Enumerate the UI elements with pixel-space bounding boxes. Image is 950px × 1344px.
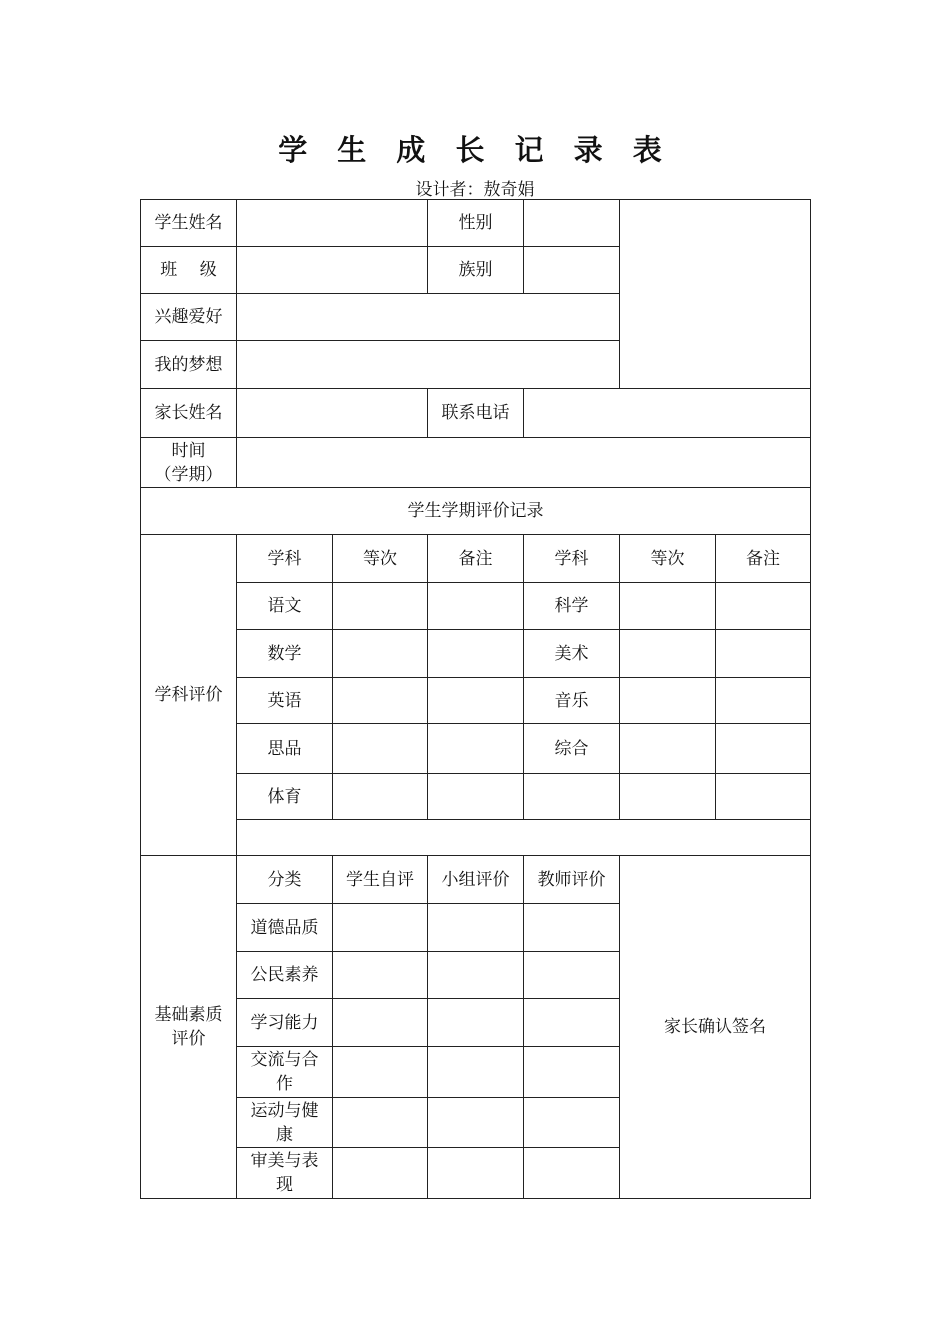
term-label	[141, 438, 237, 488]
self-eval-cell[interactable]	[333, 999, 428, 1047]
grade-cell[interactable]	[333, 630, 428, 678]
grade-cell[interactable]	[620, 774, 716, 820]
category-label-line1: 道德品质	[250, 917, 319, 938]
parent-name-field[interactable]	[237, 389, 428, 438]
group-eval-cell[interactable]	[428, 1098, 524, 1148]
self-eval-cell[interactable]	[333, 952, 428, 999]
teacher-eval-cell[interactable]	[524, 1047, 620, 1098]
subject-notes-row[interactable]	[237, 820, 811, 856]
grade-cell[interactable]	[333, 774, 428, 820]
subject-english: 英语	[237, 678, 333, 724]
grade-cell[interactable]	[333, 583, 428, 630]
self-eval-cell[interactable]	[333, 904, 428, 952]
hobby-label: 兴趣爱好	[141, 294, 237, 341]
subject-pe: 体育	[237, 774, 333, 820]
remark-cell[interactable]	[716, 583, 811, 630]
subject-cell-empty[interactable]	[524, 774, 620, 820]
self-eval-header: 学生自评	[333, 856, 428, 904]
grade-cell[interactable]	[620, 678, 716, 724]
group-eval-cell[interactable]	[428, 1047, 524, 1098]
category-sports-health	[237, 1098, 333, 1148]
group-eval-cell[interactable]	[428, 904, 524, 952]
grade-cell[interactable]	[333, 724, 428, 774]
term-label-line2: （学期）	[154, 464, 223, 485]
category-label-line2: 现	[276, 1175, 293, 1195]
remark-cell[interactable]	[716, 724, 811, 774]
category-learning-ability	[237, 999, 333, 1047]
parent-name-label: 家长姓名	[141, 389, 237, 438]
basic-quality-label-line2: 评价	[171, 1029, 206, 1049]
teacher-eval-cell[interactable]	[524, 1098, 620, 1148]
subject-evaluation-label: 学科评价	[141, 535, 237, 856]
category-civic-literacy	[237, 952, 333, 999]
student-name-label: 学生姓名	[141, 200, 237, 247]
basic-quality-label-line1: 基础素质	[154, 1005, 223, 1025]
group-eval-cell[interactable]	[428, 1148, 524, 1199]
category-label-line2: 作	[276, 1074, 293, 1094]
student-name-field[interactable]	[237, 200, 428, 247]
teacher-eval-header: 教师评价	[524, 856, 620, 904]
document-title: 学 生 成 长 记 录 表	[278, 133, 672, 167]
parent-signature-cell[interactable]: 家长确认签名	[620, 856, 811, 1199]
dream-label: 我的梦想	[141, 341, 237, 389]
class-field[interactable]	[237, 247, 428, 294]
designer-credit: 设计者：敖奇娟	[415, 180, 535, 200]
subject-chinese: 语文	[237, 583, 333, 630]
category-moral-quality	[237, 904, 333, 952]
remark-cell[interactable]	[428, 583, 524, 630]
category-label-line1: 公民素养	[250, 965, 319, 985]
teacher-eval-cell[interactable]	[524, 904, 620, 952]
group-eval-cell[interactable]	[428, 999, 524, 1047]
category-aesthetics	[237, 1148, 333, 1199]
group-eval-header: 小组评价	[428, 856, 524, 904]
phone-field[interactable]	[524, 389, 811, 438]
remark-cell[interactable]	[716, 630, 811, 678]
remark-cell[interactable]	[428, 678, 524, 724]
remark-cell[interactable]	[428, 630, 524, 678]
gender-field[interactable]	[524, 200, 620, 247]
remark-header: 备注	[716, 535, 811, 583]
self-eval-cell[interactable]	[333, 1047, 428, 1098]
remark-cell[interactable]	[716, 678, 811, 724]
subject-morality: 思品	[237, 724, 333, 774]
grade-cell[interactable]	[620, 630, 716, 678]
subject-header: 学科	[524, 535, 620, 583]
ethnicity-field[interactable]	[524, 247, 620, 294]
teacher-eval-cell[interactable]	[524, 1148, 620, 1199]
self-eval-cell[interactable]	[333, 1148, 428, 1199]
grade-header: 等次	[620, 535, 716, 583]
subject-header: 学科	[237, 535, 333, 583]
grade-cell[interactable]	[333, 678, 428, 724]
teacher-eval-cell[interactable]	[524, 952, 620, 999]
evaluation-section-title: 学生学期评价记录	[141, 488, 811, 535]
self-eval-cell[interactable]	[333, 1098, 428, 1148]
teacher-eval-cell[interactable]	[524, 999, 620, 1047]
dream-field[interactable]	[237, 341, 620, 389]
basic-quality-label	[141, 856, 237, 1199]
category-header: 分类	[237, 856, 333, 904]
student-growth-record-table	[140, 199, 811, 1199]
subject-art: 美术	[524, 630, 620, 678]
category-label-line1: 运动与健	[250, 1100, 319, 1121]
hobby-field[interactable]	[237, 294, 620, 341]
grade-cell[interactable]	[620, 583, 716, 630]
grade-cell[interactable]	[620, 724, 716, 774]
remark-cell[interactable]	[428, 774, 524, 820]
category-communication	[237, 1047, 333, 1098]
category-label-line1: 交流与合	[250, 1050, 319, 1070]
category-label-line1: 审美与表	[250, 1151, 319, 1171]
remark-header: 备注	[428, 535, 524, 583]
class-label: 班 级	[141, 247, 237, 294]
group-eval-cell[interactable]	[428, 952, 524, 999]
gender-label: 性别	[428, 200, 524, 247]
category-label-line2: 康	[276, 1124, 293, 1145]
phone-label: 联系电话	[428, 389, 524, 438]
category-label-line1: 学习能力	[250, 1012, 319, 1033]
subject-math: 数学	[237, 630, 333, 678]
subject-music: 音乐	[524, 678, 620, 724]
ethnicity-label: 族别	[428, 247, 524, 294]
subject-science: 科学	[524, 583, 620, 630]
subject-comprehensive: 综合	[524, 724, 620, 774]
photo-box	[620, 200, 811, 389]
remark-cell[interactable]	[716, 774, 811, 820]
grade-header: 等次	[333, 535, 428, 583]
remark-cell[interactable]	[428, 724, 524, 774]
term-field[interactable]	[237, 438, 811, 488]
term-label-line1: 时间	[171, 440, 206, 461]
